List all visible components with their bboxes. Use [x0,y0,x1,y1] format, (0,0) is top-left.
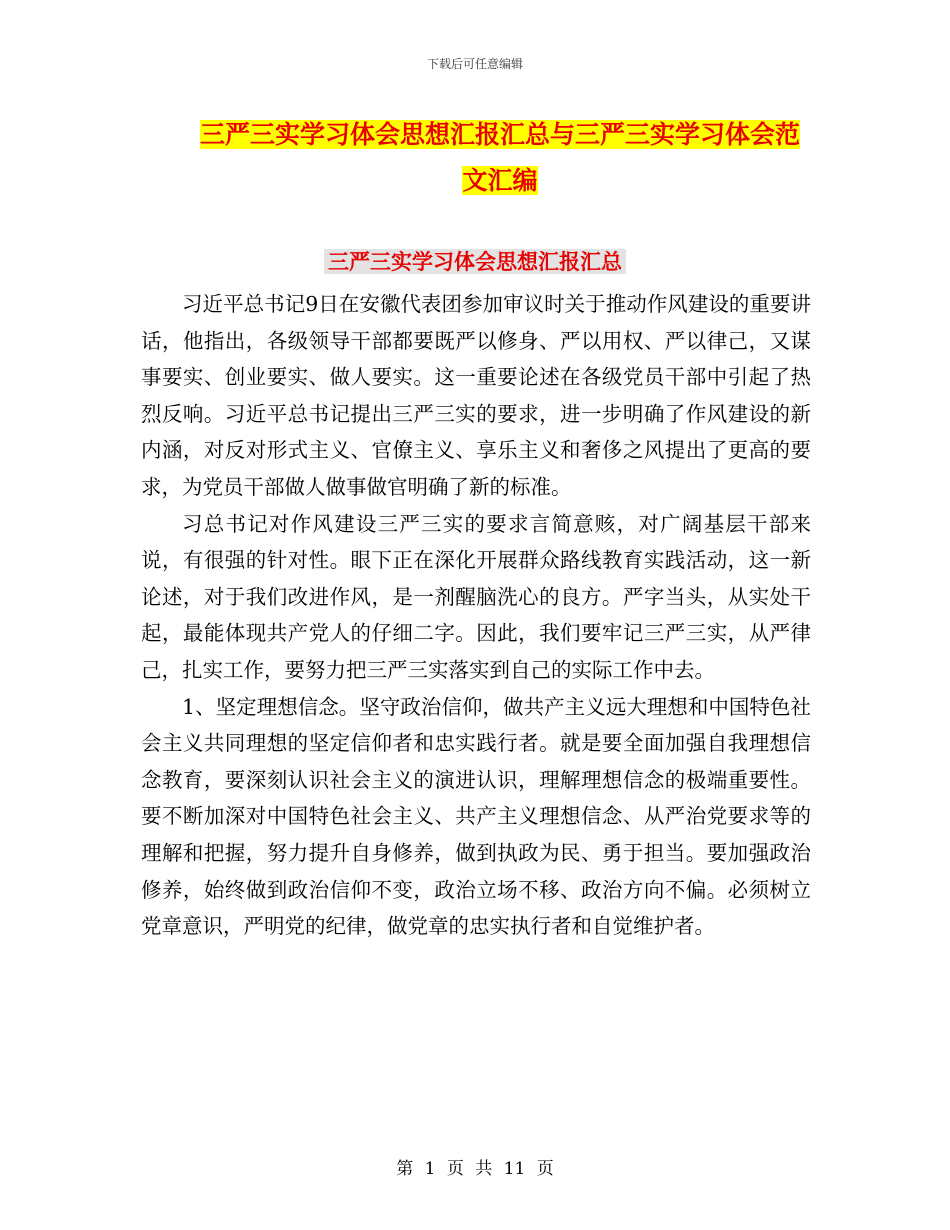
paragraph: 习总书记对作风建设三严三实的要求言简意赅，对广阔基层干部来说，有很强的针对性。眼下正在深化开展群众路线教育实践活动，这一新论述，对于我们改进作风，是一剂醒脑洗心的良方。严字当头，从实处干起，最能体现共产党人的仔细二字。因此，我们要牢记三严三实，从严律己，扎实工作，要努力把三严三实落实到自己的实际工作中去。 [141,511,811,682]
document-title-text: 三严三实学习体会思想汇报汇总与三严三实学习体会范文汇编 [199,120,800,195]
section-heading [0,246,950,276]
section-heading-text: 三严三实学习体会思想汇报汇总 [324,249,626,274]
page-footer: 第 1 页 共 11 页 [396,1159,554,1179]
paragraph: 习近平总书记9日在安徽代表团参加审议时关于推动作风建设的重要讲话，他指出，各级领导干部都要既严以修身、严以用权、严以律己，又谋事要实、创业要实、做人要实。这一重要论述在各级党员干部中引起了热烈反响。习近平总书记提出三严三实的要求，进一步明确了作风建设的新内涵，对反对形式主义、官僚主义、享乐主义和奢侈之风提出了更高的要求，为党员干部做人做事做官明确了新的标准。 [141,292,811,499]
body-text [141,286,811,945]
header-note: 下载后可任意编辑 [426,57,523,71]
paragraph: 1、坚定理想信念。坚守政治信仰，做共产主义远大理想和中国特色社会主义共同理想的坚定信仰者和忠实践行者。就是要全面加强自我理想信念教育，要深刻认识社会主义的演进认识，理解理想信念的极端重要性。要不断加深对中国特色社会主义、共产主义理想信念、从严治党要求等的理解和把握，努力提升自身修养，做到执政为民、勇于担当。要加强政治修养，始终做到政治信仰不变，政治立场不移、政治方向不偏。必须树立党章意识，严明党的纪律，做党章的忠实执行者和自觉维护者。 [141,694,811,939]
document-title [190,112,810,204]
